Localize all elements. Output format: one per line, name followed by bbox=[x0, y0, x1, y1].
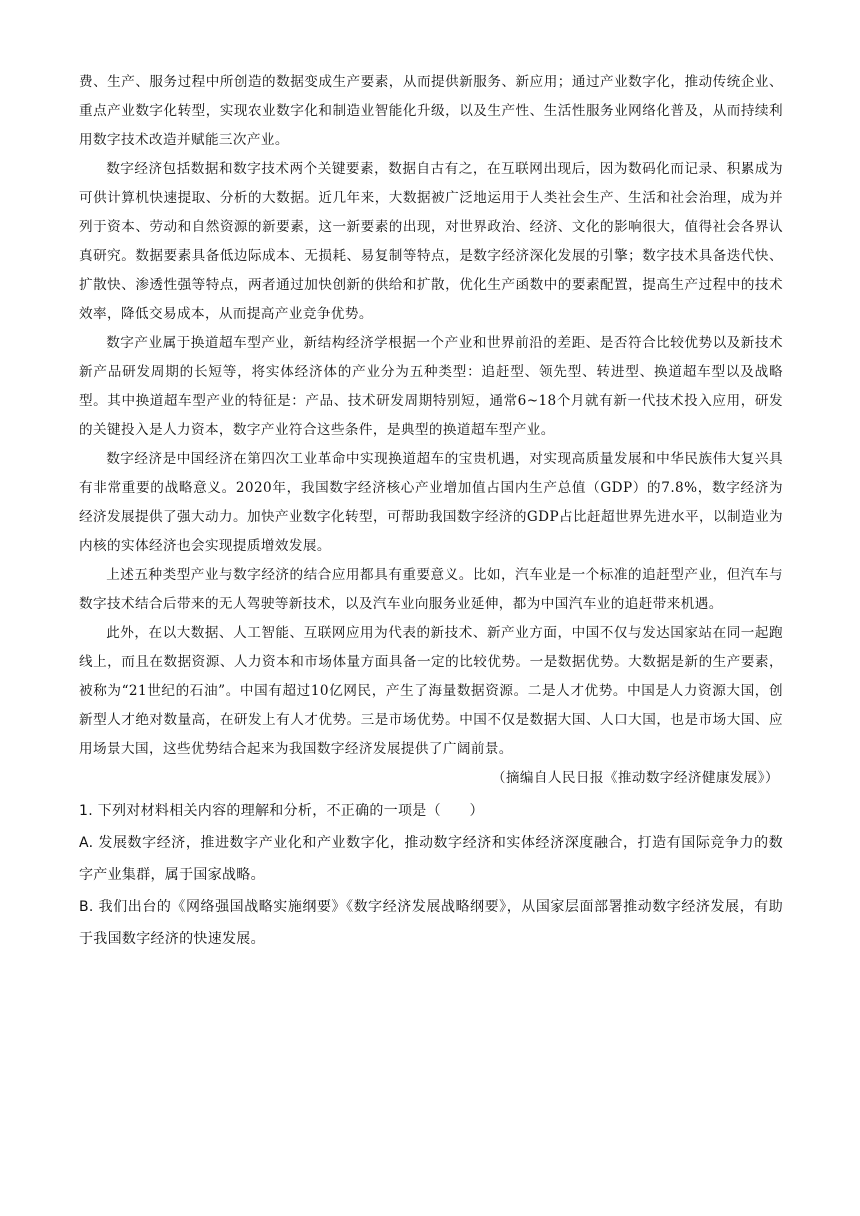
passage-paragraph: 此外，在以大数据、人工智能、互联网应用为代表的新技术、新产业方面，中国不仅与发达国家站在同一起跑线上，而且在数据资源、人力资本和市场体量方面具备一定的比较优势。一是数据优势。大数据是新的生产要素，被称为“21世纪的石油”。中国有超过10亿网民，产生了海量数据资源。二是人才优势。中国是人力资源大国，创新型人才绝对数量高，在研发上有人才优势。三是市场优势。中国不仅是数据大国、人口大国，也是市场大国、应用场景大国，这些优势结合起来为我国数字经济发展提供了广阔前景。 bbox=[79, 625, 783, 757]
passage-paragraph: 数字经济包括数据和数字技术两个关键要素，数据自古有之，在互联网出现后，因为数码化而记录、积累成为可供计算机快速提取、分析的大数据。近几年来，大数据被广泛地运用于人类社会生产、生活和社会治理，成为并列于资本、劳动和自然资源的新要素，这一新要素的出现，对世界政治、经济、文化的影响很大，值得社会各界认真研究。数据要素具备低边际成本、无损耗、易复制等特点，是数字经济深化发展的引擎；数字技术具备迭代快、扩散快、渗透性强等特点，两者通过加快创新的供给和扩散，优化生产函数中的要素配置，提高生产过程中的技术效率，降低交易成本，从而提高产业竞争优势。 bbox=[79, 161, 783, 322]
passage-paragraph: 上述五种类型产业与数字经济的结合应用都具有重要意义。比如，汽车业是一个标准的追赶型产业，但汽车与数字技术结合后带来的无人驾驶等新技术，以及汽车业向服务业延伸，都为中国汽车业的追赶带来机遇。 bbox=[79, 567, 783, 612]
question-stem: 1. 下列对材料相关内容的理解和分析，不正确的一项是（ ） bbox=[79, 803, 484, 819]
passage-paragraph: 费、生产、服务过程中所创造的数据变成生产要素，从而提供新服务、新应用；通过产业数字化，推动传统企业、重点产业数字化转型，实现农业数字化和制造业智能化升级，以及生产性、生活性服务业网络化普及，从而持续利用数字技术改造并赋能三次产业。 bbox=[79, 74, 783, 148]
question-block bbox=[79, 795, 783, 955]
document-page bbox=[79, 68, 783, 955]
option-b: B. 我们出台的《网络强国战略实施纲要》《数字经济发展战略纲要》，从国家层面部署推动数字经济发展，有助于我国数字经济的快速发展。 bbox=[79, 899, 783, 947]
option-a: A. 发展数字经济，推进数字产业化和产业数字化，推动数字经济和实体经济深度融合，打造有国际竞争力的数字产业集群，属于国家战略。 bbox=[79, 835, 783, 883]
passage-paragraph: 数字经济是中国经济在第四次工业革命中实现换道超车的宝贵机遇，对实现高质量发展和中华民族伟大复兴具有非常重要的战略意义。2020年，我国数字经济核心产业增加值占国内生产总值（GDP）的7.8%，数字经济为经济发展提供了强大动力。加快产业数字化转型，可帮助我国数字经济的GDP占比赶超世界先进水平，以制造业为内核的实体经济也会实现提质增效发展。 bbox=[79, 451, 783, 554]
passage-paragraph: 数字产业属于换道超车型产业，新结构经济学根据一个产业和世界前沿的差距、是否符合比较优势以及新技术新产品研发周期的长短等，将实体经济体的产业分为五种类型：追赶型、领先型、转进型、换道超车型以及战略型。其中换道超车型产业的特征是：产品、技术研发周期特别短，通常6~18个月就有新一代技术投入应用，研发的关键投入是人力资本，数字产业符合这些条件，是典型的换道超车型产业。 bbox=[79, 335, 783, 438]
passage-source: （摘编自人民日报《推动数字经济健康发展》） bbox=[491, 770, 779, 786]
